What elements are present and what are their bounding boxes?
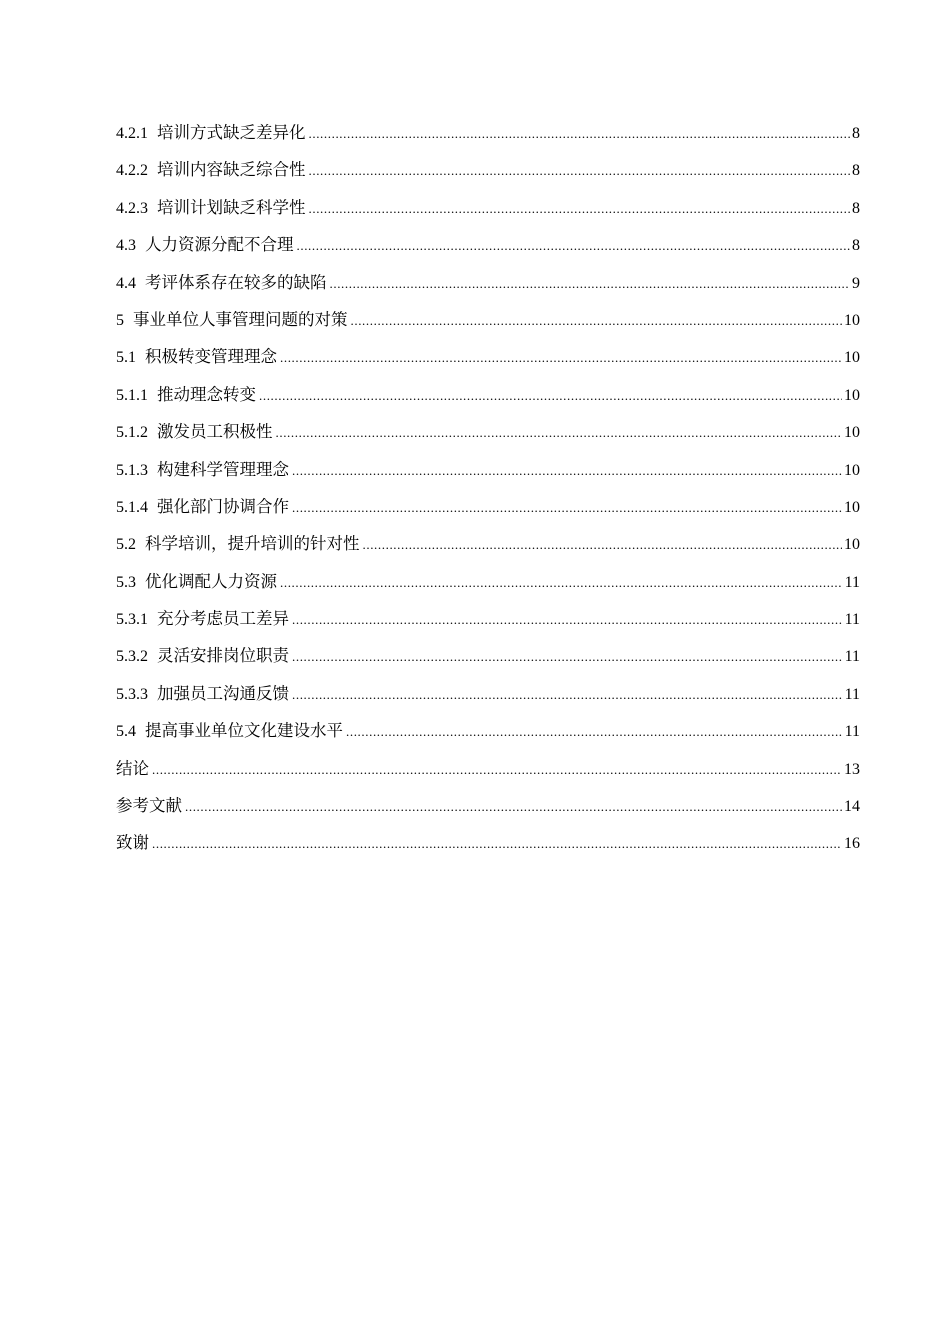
toc-entry-title: 结论 [116,758,149,778]
toc-entry-page: 11 [844,723,860,741]
toc-entry[interactable] [116,269,860,306]
toc-entry[interactable] [116,343,860,380]
toc-dot-leader [185,793,842,821]
toc-entry[interactable] [116,717,860,754]
toc-entry-title: 考评体系存在较多的缺陷 [145,272,327,292]
toc-entry-title: 加强员工沟通反馈 [157,683,289,703]
toc-entry[interactable] [116,605,860,642]
toc-entry-title: 人力资源分配不合理 [145,235,294,255]
toc-entry-title: 充分考虑员工差异 [157,609,289,629]
toc-entry-page: 10 [844,536,860,554]
toc-entry[interactable] [116,642,860,679]
toc-dot-leader [346,718,843,746]
toc-entry-number: 5.1.3 [116,461,148,479]
toc-entry-title: 灵活安排岗位职责 [157,646,289,666]
toc-entry[interactable] [116,194,860,231]
toc-entry[interactable] [116,530,860,567]
toc-entry-page: 11 [844,611,860,629]
toc-dot-leader [351,307,843,335]
toc-dot-leader [309,157,851,185]
toc-dot-leader [309,120,851,148]
toc-entry-title: 培训计划缺乏科学性 [157,197,306,217]
toc-entry[interactable] [116,680,860,717]
toc-dot-leader [309,195,851,223]
toc-dot-leader [297,232,851,260]
toc-dot-leader [259,382,842,410]
toc-entry-number: 5.1.2 [116,424,148,442]
toc-entry-title: 科学培训，提升培训的针对性 [145,534,360,554]
toc-dot-leader [152,756,842,784]
table-of-contents [116,119,860,867]
toc-entry-number: 5.3 [116,573,136,591]
toc-entry-number: 5.1.1 [116,386,148,404]
toc-entry-title: 培训方式缺乏差异化 [157,123,306,142]
toc-entry-page: 16 [844,835,860,853]
toc-entry[interactable] [116,231,860,268]
toc-dot-leader [363,531,843,559]
toc-entry-page: 8 [852,162,860,180]
toc-entry-page: 9 [852,274,860,292]
toc-entry-number: 4.2.2 [116,162,148,180]
toc-entry-page: 10 [844,386,860,404]
toc-entry-conclusion[interactable] [116,755,860,792]
toc-dot-leader [292,643,843,671]
toc-entry-title: 参考文献 [116,796,182,816]
toc-entry-title: 强化部门协调合作 [157,496,289,516]
toc-entry-number: 4.2.1 [116,125,148,142]
toc-entry[interactable] [116,456,860,493]
toc-entry-number: 5.2 [116,536,136,554]
toc-entry-number: 5.3.2 [116,648,148,666]
toc-entry-number: 4.3 [116,237,136,255]
toc-entry-title: 构建科学管理理念 [157,459,289,479]
toc-entry-page: 10 [844,498,860,516]
toc-entry-number: 5.3.1 [116,611,148,629]
toc-entry-number: 5.3.3 [116,685,148,703]
toc-dot-leader [292,494,842,522]
toc-entry-number: 5.1.4 [116,498,148,516]
toc-dot-leader [280,344,842,372]
toc-entry-number: 5.4 [116,723,136,741]
toc-entry-number: 4.2.3 [116,199,148,217]
toc-entry-title: 推动理念转变 [157,384,256,404]
toc-entry-number: 4.4 [116,274,136,292]
toc-entry-references[interactable] [116,792,860,829]
toc-entry-page: 8 [852,125,860,142]
toc-dot-leader [152,830,842,858]
toc-entry-page: 11 [844,573,860,591]
toc-dot-leader [292,606,843,634]
toc-entry[interactable] [116,493,860,530]
toc-dot-leader [280,569,843,597]
toc-entry-page: 10 [844,461,860,479]
toc-entry-page: 13 [844,760,860,778]
toc-entry-acknowledgements[interactable] [116,829,860,866]
toc-entry[interactable] [116,381,860,418]
toc-entry-title: 积极转变管理理念 [145,347,277,367]
toc-entry-number: 5 [116,311,124,329]
toc-entry[interactable] [116,156,860,193]
toc-entry-page: 10 [844,311,860,329]
toc-entry-number: 5.1 [116,349,136,367]
toc-entry-title: 优化调配人力资源 [145,571,277,591]
toc-entry-page: 14 [844,798,860,816]
toc-entry[interactable] [116,568,860,605]
toc-entry[interactable] [116,306,860,343]
toc-dot-leader [330,270,851,298]
toc-entry-title: 激发员工积极性 [157,422,273,442]
toc-entry-title: 事业单位人事管理问题的对策 [133,309,348,329]
toc-dot-leader [292,457,842,485]
toc-entry-page: 10 [844,424,860,442]
toc-dot-leader [276,419,843,447]
toc-entry[interactable] [116,418,860,455]
toc-entry-title: 提高事业单位文化建设水平 [145,721,343,741]
toc-entry-title: 致谢 [116,833,149,853]
toc-entry[interactable] [116,119,860,156]
toc-entry-page: 11 [844,648,860,666]
toc-entry-title: 培训内容缺乏综合性 [157,160,306,180]
toc-entry-page: 11 [844,685,860,703]
toc-entry-page: 8 [852,237,860,255]
toc-dot-leader [292,681,843,709]
toc-entry-page: 10 [844,349,860,367]
toc-entry-page: 8 [852,199,860,217]
